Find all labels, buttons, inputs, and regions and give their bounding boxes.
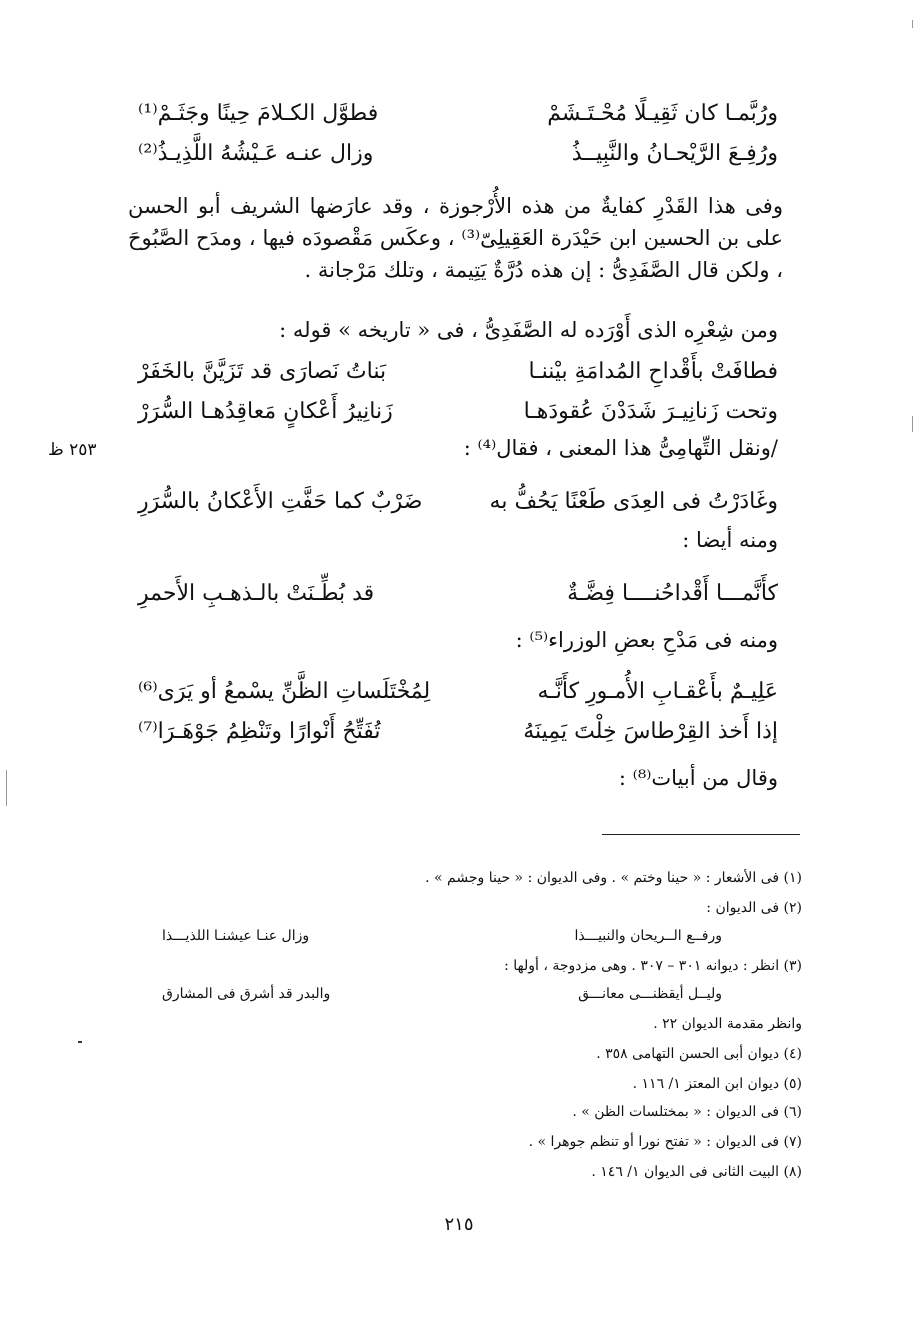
verse-second-hemistich: قد بُطِّـنَتْ بالـذهـبِ الأَحمرِ	[138, 580, 375, 606]
verse-second-hemistich: بَناتُ نَصارَى قد تَزَيَّنَّ بالخَفَرْ	[138, 358, 387, 384]
verse-line	[138, 578, 778, 608]
intro-line: ومن شِعْرِه الذى أَوْرَده له الصَّفَدِىُّ ، فى « تاريخه » قوله :	[279, 318, 778, 342]
scan-edge-mark	[912, 20, 913, 28]
footnote: (٤) ديوان أبى الحسن التهامى ٣٥٨ .	[596, 1046, 802, 1062]
footnote: (٢) فى الديوان :	[706, 900, 802, 916]
footnote: (١) فى الأشعار : « حينا وختم » . وفى الديوان : « حينا وجشم » .	[425, 870, 802, 886]
footnote: (٥) ديوان ابن المعتز ١/ ١١٦ .	[632, 1076, 802, 1092]
verse-line	[138, 396, 778, 426]
verse-second-hemistich: لِمُخْتَلَساتِ الظَّنِّ يسْمعُ أو يَرَى⁽⁶⁾	[138, 678, 431, 704]
verse-line	[138, 486, 778, 516]
verse-first-hemistich: إذا أَخذ القِرْطاسَ خِلْتَ يَمِينَهُ	[523, 718, 778, 744]
verse-first-hemistich: ورُبَّمـا كان ثَقِيـلًا مُحْـتَـشَمْ	[547, 100, 778, 126]
praise-line: ومنه فى مَدْحِ بعضِ الوزراء⁽⁵⁾ :	[515, 628, 778, 652]
verse-first-hemistich: فطافَتْ بأَقْداحِ المُدامَةِ بيْننـا	[528, 358, 778, 384]
verse-line	[138, 138, 778, 168]
verse-first-hemistich: عَلِيـمٌ بأَعْقـابِ الأُمـورِ كأَنَّـه	[537, 678, 778, 704]
verse-line	[138, 356, 778, 386]
verse-line	[138, 676, 778, 706]
margin-folio-note: ٢٥٣ ظ	[48, 440, 97, 460]
footnote: وانظر مقدمة الديوان ٢٢ .	[653, 1016, 802, 1032]
footnote: (٧) فى الديوان : « تفتح نورا أو تنظم جوهرا » .	[528, 1134, 802, 1150]
verse-second-hemistich: ضَرْبٌ كما حَفَّتِ الأَعْكانُ بالسُّرَرِ	[138, 488, 423, 514]
scan-edge-mark	[912, 416, 913, 432]
footnote: (٦) فى الديوان : « بمختلسات الظن » .	[572, 1104, 802, 1120]
tihami-line: /ونقل التِّهامِىُّ هذا المعنى ، فقال⁽⁴⁾ :	[463, 436, 778, 460]
verse-second-hemistich: زَنانِيرُ أَعْكانٍ مَعاقِدُهـا السُّرَرْ	[138, 398, 393, 424]
verse-second-hemistich: تُفَتِّحُ أَنْوارًا وتَنْظِمُ جَوْهَـرَا⁽⁷⁾	[138, 718, 381, 744]
page-number: ٢١٥	[444, 1214, 474, 1235]
verse-line	[138, 98, 778, 128]
verse-first-hemistich: وتحت زَنانِيـرَ شَدَدْنَ عُقودَهـا	[523, 398, 778, 424]
footnote: (٨) البيت الثانى فى الديوان ١/ ١٤٦ .	[591, 1164, 802, 1180]
paragraph: وفى هذا القَدْرِ كفايةٌ من هذه الأُرْجوزة ، وقد عارَضها الشريف أبو الحسن على بن الحسين ابن حَيْدَرة العَقِيلِىّ⁽³⁾ ، وعكَس مَقْصودَه فيها ، ومدَح الصَّبُوحَ ، ولكن قال الصَّفَدِىُّ : إن هذه دُرَّةٌ يَتِيمة ، وتلك مَرْجانة .	[128, 194, 784, 282]
scan-edge-mark	[6, 770, 7, 806]
also-line: ومنه أيضا :	[682, 528, 778, 552]
footnote-verse-first: وليــل أيقظنـــى معانـــق	[578, 986, 722, 1002]
verse-second-hemistich: وزال عنـه عَـيْشُهُ اللَّذِيـذُ⁽²⁾	[138, 140, 374, 166]
verse-first-hemistich: وغَادَرْتُ فى العِدَى طَعْنًا يَحُفُّ به	[489, 488, 778, 514]
footnote-verse-first: ورفــع الــريحان والنبيـــذا	[574, 928, 722, 944]
verse-first-hemistich: كأَنَّمـــا أَقْداحُنــــا فِضَّـةٌ	[567, 580, 778, 606]
footnote-verse-second: وزال عنـا عيشنـا اللذيـــذا	[162, 928, 310, 944]
footnote-separator	[602, 834, 800, 835]
verse-line	[138, 716, 778, 746]
last-line: وقال من أبيات⁽⁸⁾ :	[618, 766, 778, 790]
footnote-verse	[162, 986, 722, 1008]
footnote-verse-second: والبدر قد أشرق فى المشارق	[162, 986, 331, 1002]
verse-second-hemistich: فطوَّل الكـلامَ حِينًا وجَثَـمْ⁽¹⁾	[138, 100, 379, 126]
verse-first-hemistich: ورُفِـعَ الرَّيْحـانُ والنَّبِيــذُ	[571, 140, 778, 166]
footnote-verse	[162, 928, 722, 950]
footnote: (٣) انظر : ديوانه ٣٠١ – ٣٠٧ . وهى مزدوجة ، أولها :	[504, 958, 802, 974]
scan-speck	[78, 1041, 82, 1043]
